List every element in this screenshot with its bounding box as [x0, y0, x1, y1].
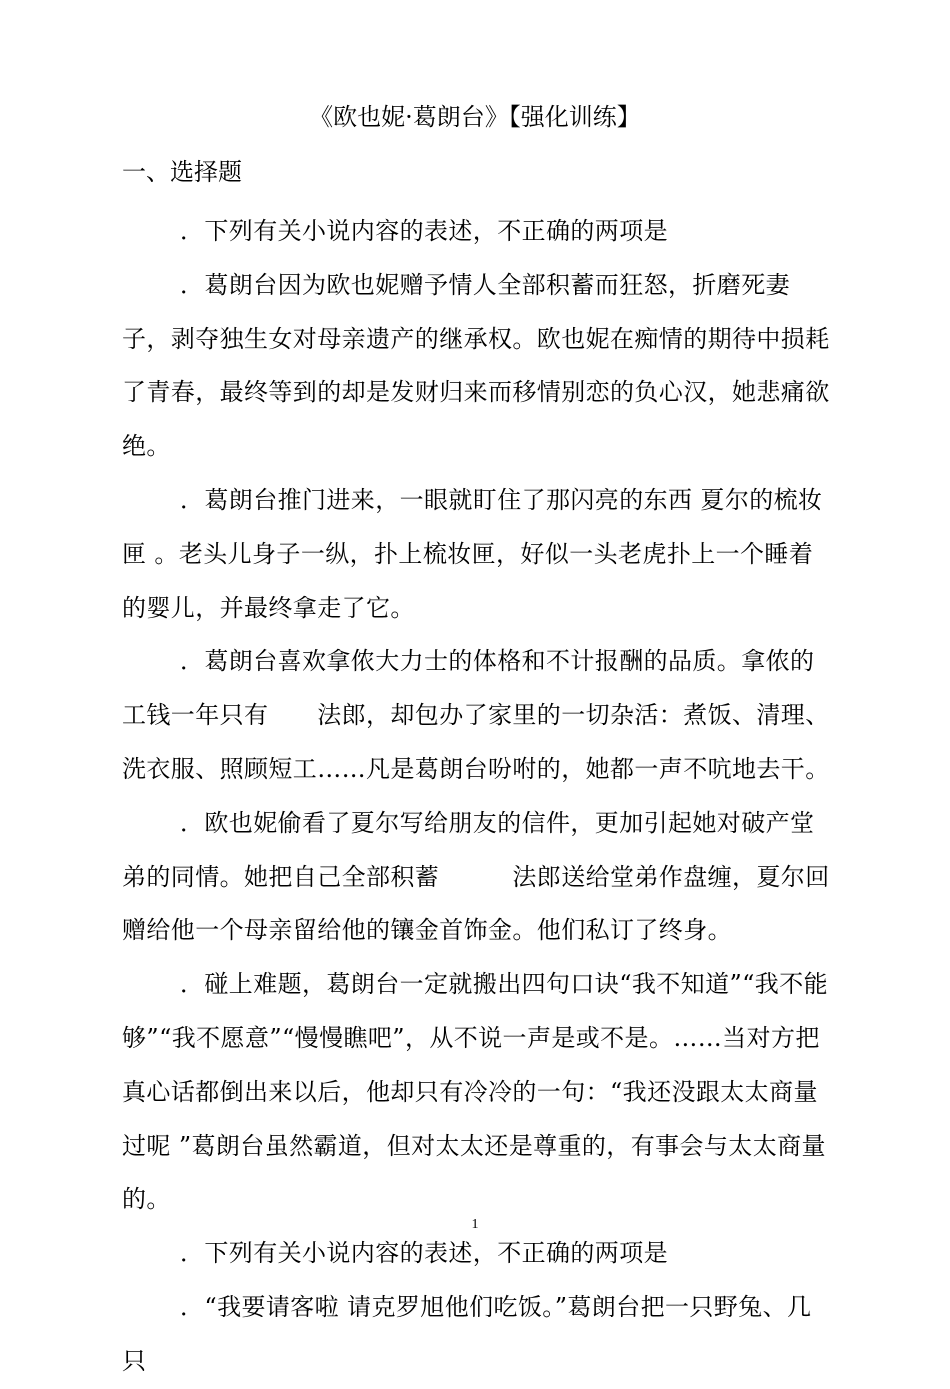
option-paragraph: ．葛朗台推门进来，一眼就盯住了那闪亮的东西 夏尔的梳妆匣 。老头儿身子一纵，扑上梳妆匣，好似一头老虎扑上一个睡着的婴儿，并最终拿走了它。	[122, 485, 823, 622]
question-2-stem: ．下列有关小说内容的表述，不正确的两项是	[180, 1239, 668, 1268]
option-paragraph: ．碰上难题，葛朗台一定就搬出四句口诀“我不知道”“我不能够”“我不愿意”“慢慢瞧吧”，从不说一声是或不是。……当对方把真心话都倒出来以后，他却只有冷冷的一句：“我还没跟太太商量过呢 ”葛朗台虽然霸道，但对太太还是尊重的，有事会与太太商量的。	[122, 970, 829, 1214]
section-heading: 一、选择题	[122, 158, 242, 186]
page-number: 1	[471, 1217, 479, 1232]
option-paragraph: ．欧也妮偷看了夏尔写给朋友的信件，更加引起她对破产堂弟的同情。她把自己全部积蓄 法郎送给堂弟作盘缠，夏尔回赠给他一个母亲留给他的镶金首饰金。他们私订了终身。	[122, 808, 830, 945]
option-paragraph: ．葛朗台因为欧也妮赠予情人全部积蓄而狂怒，折磨死妻子，剥夺独生女对母亲遗产的继承权。欧也妮在痴情的期待中损耗了青春，最终等到的却是发财归来而移情别恋的负心汉，她悲痛欲绝。	[122, 270, 830, 461]
option-paragraph: ．葛朗台喜欢拿侬大力士的体格和不计报酬的品质。拿侬的工钱一年只有 法郎，却包办了家里的一切杂活：煮饭、清理、洗衣服、照顾短工……凡是葛朗台吩咐的，她都一声不吭地去干。	[122, 647, 830, 783]
body-text	[122, 205, 830, 1389]
question-1-stem: ．下列有关小说内容的表述，不正确的两项是	[180, 217, 668, 245]
document-title: 《欧也妮·葛朗台》【强化训练】	[309, 103, 641, 131]
option-paragraph: ．“我要请客啦 请克罗旭他们吃饭。”葛朗台把一只野兔、几只	[122, 1292, 812, 1375]
